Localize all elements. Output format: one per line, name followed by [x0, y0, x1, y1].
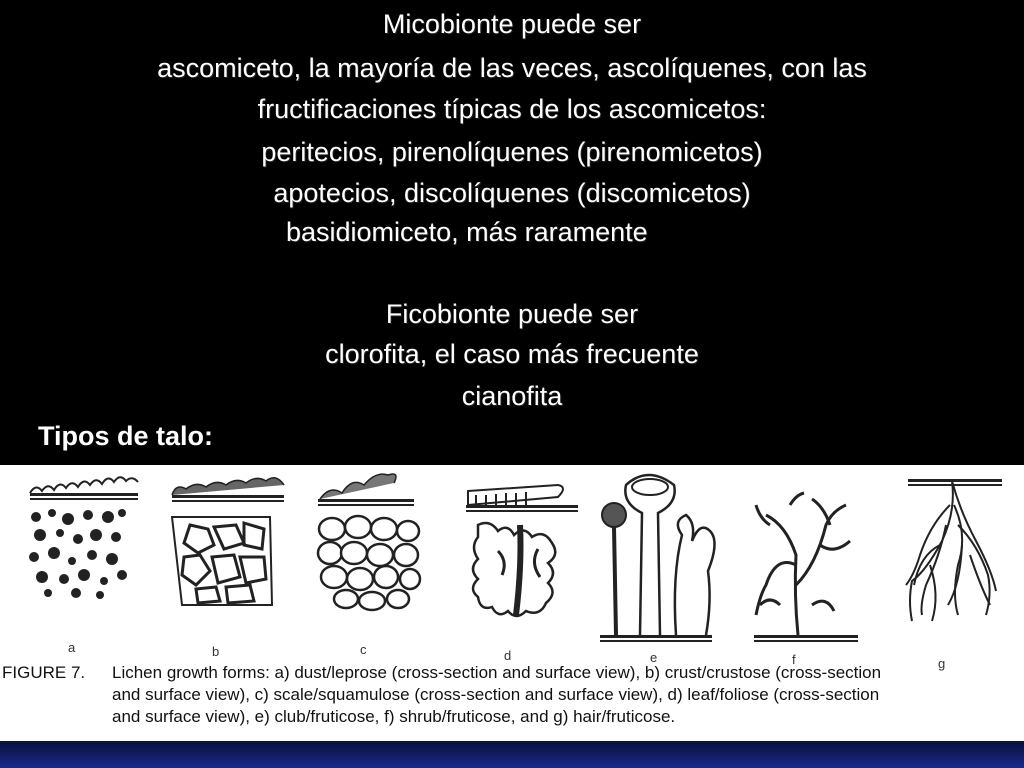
figure-caption-label: FIGURE 7.	[2, 663, 86, 682]
panel-e-club-fruticose-illustration	[600, 475, 715, 642]
text-line-clorofita: clorofita, el caso más frecuente	[325, 339, 699, 369]
text-line-cianofita: cianofita	[461, 381, 563, 411]
panel-letter-b: b	[212, 644, 220, 659]
figure-caption-line-1: Lichen growth forms: a) dust/leprose (cross-section and surface view), b) crust/crustose (cross-section	[112, 663, 882, 682]
text-line-fructificaciones: fructificaciones típicas de los ascomicetos:	[257, 94, 767, 124]
subheading-tipos-de-talo: Tipos de talo:	[38, 421, 214, 451]
panel-c-squamulose-illustration	[318, 474, 420, 610]
panel-letter-g: g	[938, 656, 946, 671]
panel-d-foliose-illustration	[466, 485, 578, 616]
panel-letter-f: f	[792, 652, 796, 667]
text-line-peritecios: peritecios, pirenolíquenes (pirenomicetos)	[261, 137, 763, 167]
panel-letter-e: e	[650, 650, 658, 665]
panel-f-shrub-fruticose-illustration	[754, 493, 858, 642]
lichen-illustrations	[0, 465, 1024, 665]
panel-b-crustose-illustration	[172, 478, 284, 605]
text-line-micobionte-heading: Micobionte puede ser	[382, 9, 642, 39]
figure-caption-line-3: and surface view), e) club/fruticose, f) shrub/fruticose, and g) hair/fruticose.	[112, 707, 676, 726]
figure-caption-line-2: and surface view), c) scale/squamulose (cross-section and surface view), d) leaf/foliose (cross-section	[112, 685, 880, 704]
text-line-ficobionte-heading: Ficobionte puede ser	[385, 299, 639, 329]
text-line-apotecios: apotecios, discolíquenes (discomicetos)	[273, 178, 751, 208]
panel-g-hair-fruticose-illustration	[906, 479, 1002, 621]
text-line-basidiomiceto: basidiomiceto, más raramente	[286, 217, 648, 247]
panel-a-leprose-illustration	[28, 477, 138, 599]
lichen-growth-forms-figure	[0, 465, 1024, 741]
panel-letter-c: c	[360, 642, 367, 657]
text-line-ascomiceto: ascomiceto, la mayoría de las veces, ascolíquenes, con las	[157, 53, 867, 83]
panel-letter-a: a	[68, 640, 76, 655]
panel-letter-d: d	[504, 648, 512, 663]
